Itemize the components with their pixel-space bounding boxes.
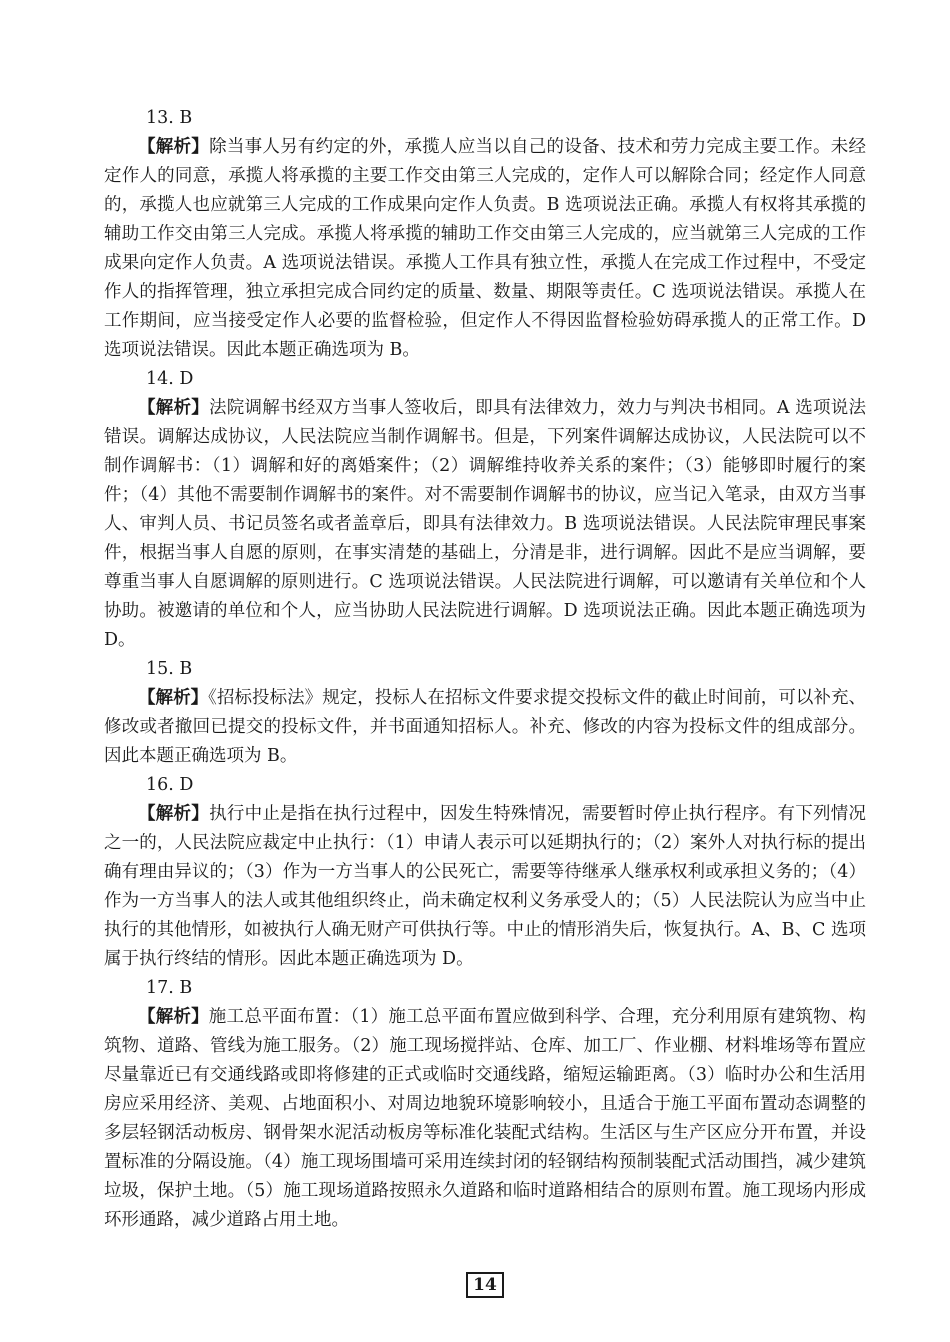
analysis-tag: 【解析】: [138, 804, 210, 824]
analysis-tag: 【解析】: [138, 398, 209, 418]
question-13-number: 13. B: [146, 108, 193, 128]
question-16-number: 16. D: [146, 775, 194, 795]
question-15-analysis: [104, 684, 866, 771]
analysis-tag: 【解析】: [138, 137, 210, 157]
question-17-number: 17. B: [146, 978, 193, 998]
analysis-text: 法院调解书经双方当事人签收后，即具有法律效力，效力与判决书相同。A 选项说法错误。调解达成协议，人民法院应当制作调解书。但是，下列案件调解达成协议，人民法院可以不制作调解书：（1）调解和好的离婚案件；（2）调解维持收养关系的案件；（3）能够即时履行的案件；（4）其他不需要制作调解书的案件。对不需要制作调解书的协议，应当记入笔录，由双方当事人、审判人员、书记员签名或者盖章后，即具有法律效力。B 选项说法错误。人民法院审理民事案件，根据当事人自愿的原则，在事实清楚的基础上，分清是非，进行调解。因此不是应当调解，要尊重当事人自愿调解的原则进行。C 选项说法错误。人民法院进行调解，可以邀请有关单位和个人协助。被邀请的单位和个人，应当协助人民法院进行调解。D 选项说法正确。因此本题正确选项为 D。: [104, 398, 866, 650]
analysis-text: 执行中止是指在执行过程中，因发生特殊情况，需要暂时停止执行程序。有下列情况之一的，人民法院应裁定中止执行：（1）申请人表示可以延期执行的；（2）案外人对执行标的提出确有理由异议的；（3）作为一方当事人的公民死亡，需要等待继承人继承权利或承担义务的；（4）作为一方当事人的法人或其他组织终止，尚未确定权利义务承受人的；（5）人民法院认为应当中止执行的其他情形，如被执行人确无财产可供执行等。中止的情形消失后，恢复执行。A、B、C 选项属于执行终结的情形。因此本题正确选项为 D。: [104, 804, 867, 969]
analysis-text: 《招标投标法》规定，投标人在招标文件要求提交投标文件的截止时间前，可以补充、修改或者撤回已提交的投标文件，并书面通知招标人。补充、修改的内容为投标文件的组成部分。因此本题正确选项为 B。: [104, 688, 866, 766]
question-17-analysis: [104, 1003, 866, 1235]
page-number: 14: [466, 1272, 504, 1298]
analysis-tag: 【解析】: [138, 1007, 209, 1027]
analysis-text: 除当事人另有约定的外，承揽人应当以自己的设备、技术和劳力完成主要工作。未经定作人的同意，承揽人将承揽的主要工作交由第三人完成的，定作人可以解除合同；经定作人同意的，承揽人也应就第三人完成的工作成果向定作人负责。B 选项说法正确。承揽人有权将其承揽的辅助工作交由第三人完成。承揽人将承揽的辅助工作交由第三人完成的，应当就第三人完成的工作成果向定作人负责。A 选项说法错误。承揽人工作具有独立性，承揽人在完成工作过程中，不受定作人的指挥管理，独立承担完成合同约定的质量、数量、期限等责任。C 选项说法错误。承揽人在工作期间，应当接受定作人必要的监督检验，但定作人不得因监督检验妨碍承揽人的正常工作。D 选项说法错误。因此本题正确选项为 B。: [104, 137, 867, 360]
question-13-analysis: [104, 133, 866, 365]
document-body: [104, 104, 866, 1235]
analysis-tag: 【解析】: [138, 688, 209, 708]
analysis-text: 施工总平面布置：（1）施工总平面布置应做到科学、合理，充分利用原有建筑物、构筑物、道路、管线为施工服务。（2）施工现场搅拌站、仓库、加工厂、作业棚、材料堆场等布置应尽量靠近已有交通线路或即将修建的正式或临时交通线路，缩短运输距离。（3）临时办公和生活用房应采用经济、美观、占地面积小、对周边地貌环境影响较小，且适合于施工平面布置动态调整的多层轻钢活动板房、钢骨架水泥活动板房等标准化装配式结构。生活区与生产区应分开布置，并设置标准的分隔设施。（4）施工现场围墙可采用连续封闭的轻钢结构预制装配式活动围挡，减少建筑垃圾，保护土地。（5）施工现场道路按照永久道路和临时道路相结合的原则布置。施工现场内形成环形通路，减少道路占用土地。: [104, 1007, 866, 1230]
question-15-number: 15. B: [146, 659, 193, 679]
question-16-analysis: [104, 800, 866, 974]
question-14-analysis: [104, 394, 866, 655]
question-14-number: 14. D: [146, 369, 194, 389]
